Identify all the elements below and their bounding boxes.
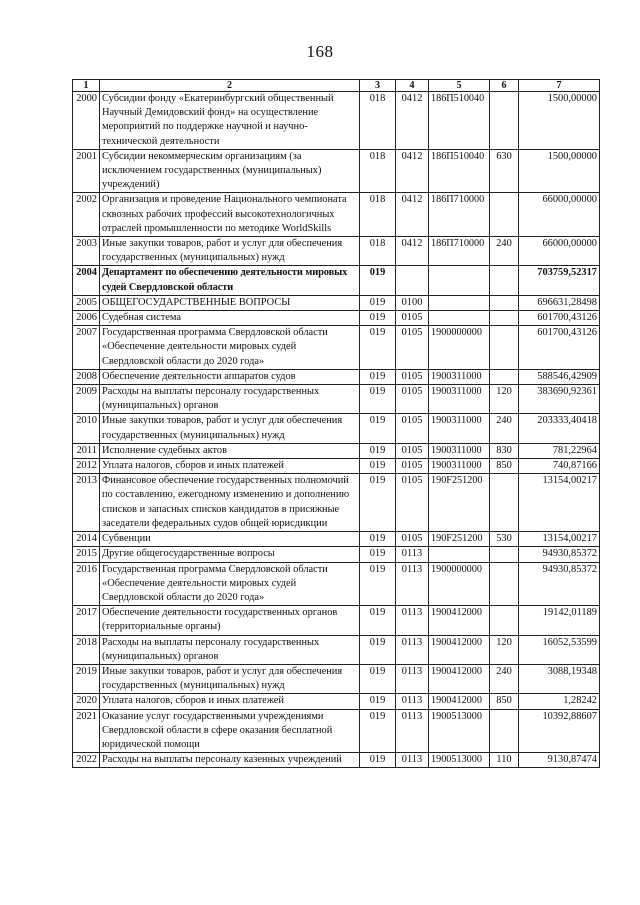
row-number: 2003	[73, 237, 100, 266]
amount: 740,87166	[519, 459, 600, 474]
row-number: 2022	[73, 753, 100, 768]
amount: 588546,42909	[519, 369, 600, 384]
grbs-code: 019	[360, 414, 396, 443]
expense-name: Обеспечение деятельности аппаратов судов	[100, 369, 360, 384]
table-row	[73, 664, 600, 693]
section-code: 0105	[396, 414, 429, 443]
expense-name: Расходы на выплаты персоналу государственных (муниципальных) органов	[100, 385, 360, 414]
grbs-code: 018	[360, 92, 396, 150]
expense-type-code: 850	[490, 694, 519, 709]
section-code: 0412	[396, 193, 429, 237]
target-code: 1900311000	[429, 385, 490, 414]
column-header: 5	[429, 80, 490, 92]
expense-type-code: 630	[490, 149, 519, 193]
row-number: 2021	[73, 709, 100, 753]
amount: 9130,87474	[519, 753, 600, 768]
row-number: 2000	[73, 92, 100, 150]
expense-name: Исполнение судебных актов	[100, 443, 360, 458]
amount: 703759,52317	[519, 266, 600, 295]
budget-table	[72, 79, 600, 768]
target-code: 1900412000	[429, 694, 490, 709]
expense-type-code: 110	[490, 753, 519, 768]
section-code: 0113	[396, 753, 429, 768]
expense-name: Субвенции	[100, 532, 360, 547]
amount: 601700,43126	[519, 326, 600, 370]
table-row	[73, 753, 600, 768]
amount: 13154,00217	[519, 532, 600, 547]
amount: 203333,40418	[519, 414, 600, 443]
table-row	[73, 532, 600, 547]
target-code: 186П710000	[429, 237, 490, 266]
expense-type-code: 240	[490, 664, 519, 693]
row-number: 2016	[73, 562, 100, 606]
column-header: 3	[360, 80, 396, 92]
table-row	[73, 237, 600, 266]
grbs-code: 019	[360, 443, 396, 458]
column-header: 1	[73, 80, 100, 92]
expense-type-code: 120	[490, 385, 519, 414]
amount: 16052,53599	[519, 635, 600, 664]
expense-name: Департамент по обеспечению деятельности мировых судей Свердловской области	[100, 266, 360, 295]
section-code: 0100	[396, 295, 429, 310]
expense-name: Судебная система	[100, 311, 360, 326]
expense-name: Обеспечение деятельности государственных органов (территориальные органы)	[100, 606, 360, 635]
section-code: 0105	[396, 326, 429, 370]
target-code	[429, 547, 490, 562]
expense-name: Уплата налогов, сборов и иных платежей	[100, 459, 360, 474]
grbs-code: 019	[360, 606, 396, 635]
expense-name: Иные закупки товаров, работ и услуг для обеспечения государственных (муниципальных) нужд	[100, 664, 360, 693]
table-row	[73, 295, 600, 310]
amount: 383690,92361	[519, 385, 600, 414]
amount: 601700,43126	[519, 311, 600, 326]
row-number: 2015	[73, 547, 100, 562]
row-number: 2002	[73, 193, 100, 237]
column-header: 2	[100, 80, 360, 92]
amount: 781,22964	[519, 443, 600, 458]
section-code: 0113	[396, 562, 429, 606]
row-number: 2005	[73, 295, 100, 310]
expense-type-code	[490, 311, 519, 326]
table-row	[73, 149, 600, 193]
section-code: 0412	[396, 92, 429, 150]
expense-name: Иные закупки товаров, работ и услуг для обеспечения государственных (муниципальных) нужд	[100, 414, 360, 443]
table-row	[73, 369, 600, 384]
expense-name: Другие общегосударственные вопросы	[100, 547, 360, 562]
grbs-code: 019	[360, 694, 396, 709]
table-header-row	[73, 80, 600, 92]
expense-type-code: 120	[490, 635, 519, 664]
row-number: 2011	[73, 443, 100, 458]
amount: 1500,00000	[519, 92, 600, 150]
expense-name: Субсидии фонду «Екатеринбургский общественный Научный Демидовский фонд» на осуществление мероприятий по поддержке научной и научно-технической деятельности	[100, 92, 360, 150]
table-row	[73, 443, 600, 458]
table-row	[73, 385, 600, 414]
grbs-code: 019	[360, 326, 396, 370]
expense-type-code	[490, 606, 519, 635]
amount: 94930,85372	[519, 562, 600, 606]
section-code: 0412	[396, 149, 429, 193]
expense-type-code	[490, 266, 519, 295]
expense-name: ОБЩЕГОСУДАРСТВЕННЫЕ ВОПРОСЫ	[100, 295, 360, 310]
expense-type-code	[490, 326, 519, 370]
table-row	[73, 694, 600, 709]
expense-type-code: 850	[490, 459, 519, 474]
amount: 1500,00000	[519, 149, 600, 193]
table-row	[73, 326, 600, 370]
expense-type-code	[490, 295, 519, 310]
table-row	[73, 193, 600, 237]
grbs-code: 019	[360, 385, 396, 414]
target-code: 1900000000	[429, 562, 490, 606]
expense-type-code	[490, 369, 519, 384]
expense-type-code: 240	[490, 237, 519, 266]
amount: 1,28242	[519, 694, 600, 709]
section-code	[396, 266, 429, 295]
target-code	[429, 295, 490, 310]
grbs-code: 019	[360, 635, 396, 664]
table-row	[73, 474, 600, 532]
grbs-code: 019	[360, 532, 396, 547]
grbs-code: 019	[360, 474, 396, 532]
expense-name: Государственная программа Свердловской области «Обеспечение деятельности мировых судей Свердловской области до 2020 года»	[100, 326, 360, 370]
row-number: 2010	[73, 414, 100, 443]
target-code: 190F251200	[429, 532, 490, 547]
table-row	[73, 459, 600, 474]
row-number: 2014	[73, 532, 100, 547]
section-code: 0113	[396, 547, 429, 562]
expense-name: Иные закупки товаров, работ и услуг для обеспечения государственных (муниципальных) нужд	[100, 237, 360, 266]
grbs-code: 019	[360, 311, 396, 326]
grbs-code: 019	[360, 709, 396, 753]
amount: 13154,00217	[519, 474, 600, 532]
row-number: 2013	[73, 474, 100, 532]
grbs-code: 019	[360, 369, 396, 384]
expense-type-code	[490, 709, 519, 753]
section-code: 0105	[396, 443, 429, 458]
column-header: 6	[490, 80, 519, 92]
table-row	[73, 635, 600, 664]
expense-type-code: 240	[490, 414, 519, 443]
grbs-code: 019	[360, 459, 396, 474]
section-code: 0113	[396, 694, 429, 709]
section-code: 0105	[396, 474, 429, 532]
column-header: 7	[519, 80, 600, 92]
grbs-code: 019	[360, 664, 396, 693]
target-code: 1900412000	[429, 606, 490, 635]
expense-name: Финансовое обеспечение государственных полномочий по составлению, ежегодному изменению и дополнению списков и запасных списков кандидатов в присяжные заседатели федеральных судов общей юрисдикции	[100, 474, 360, 532]
row-number: 2006	[73, 311, 100, 326]
target-code: 1900412000	[429, 664, 490, 693]
row-number: 2012	[73, 459, 100, 474]
amount: 19142,01189	[519, 606, 600, 635]
row-number: 2020	[73, 694, 100, 709]
section-code: 0113	[396, 709, 429, 753]
table-row	[73, 414, 600, 443]
grbs-code: 018	[360, 193, 396, 237]
column-header: 4	[396, 80, 429, 92]
section-code: 0113	[396, 635, 429, 664]
section-code: 0412	[396, 237, 429, 266]
table-row	[73, 92, 600, 150]
expense-type-code	[490, 193, 519, 237]
row-number: 2007	[73, 326, 100, 370]
table-row	[73, 709, 600, 753]
expense-type-code	[490, 562, 519, 606]
row-number: 2019	[73, 664, 100, 693]
target-code: 1900311000	[429, 459, 490, 474]
expense-name: Субсидии некоммерческим организациям (за исключением государственных (муниципальных) учреждений)	[100, 149, 360, 193]
target-code: 1900311000	[429, 369, 490, 384]
target-code: 1900000000	[429, 326, 490, 370]
section-code: 0105	[396, 369, 429, 384]
grbs-code: 019	[360, 562, 396, 606]
row-number: 2008	[73, 369, 100, 384]
target-code	[429, 266, 490, 295]
expense-type-code: 530	[490, 532, 519, 547]
expense-name: Оказание услуг государственными учреждениями Свердловской области в сфере оказания бесплатной юридической помощи	[100, 709, 360, 753]
target-code: 186П710000	[429, 193, 490, 237]
table-row	[73, 562, 600, 606]
expense-name: Государственная программа Свердловской области «Обеспечение деятельности мировых судей Свердловской области до 2020 года»	[100, 562, 360, 606]
amount: 66000,00000	[519, 237, 600, 266]
row-number: 2004	[73, 266, 100, 295]
target-code: 1900412000	[429, 635, 490, 664]
section-code: 0105	[396, 385, 429, 414]
target-code: 190F251200	[429, 474, 490, 532]
target-code: 1900513000	[429, 709, 490, 753]
expense-type-code: 830	[490, 443, 519, 458]
amount: 10392,88607	[519, 709, 600, 753]
table-row	[73, 547, 600, 562]
table-body	[73, 92, 600, 768]
grbs-code: 019	[360, 547, 396, 562]
grbs-code: 018	[360, 237, 396, 266]
grbs-code: 019	[360, 266, 396, 295]
row-number: 2001	[73, 149, 100, 193]
expense-type-code	[490, 547, 519, 562]
amount: 696631,28498	[519, 295, 600, 310]
amount: 66000,00000	[519, 193, 600, 237]
section-code: 0113	[396, 664, 429, 693]
target-code: 1900311000	[429, 443, 490, 458]
grbs-code: 018	[360, 149, 396, 193]
grbs-code: 019	[360, 295, 396, 310]
amount: 3088,19348	[519, 664, 600, 693]
row-number: 2017	[73, 606, 100, 635]
table-row	[73, 606, 600, 635]
expense-name: Уплата налогов, сборов и иных платежей	[100, 694, 360, 709]
target-code: 1900311000	[429, 414, 490, 443]
expense-name: Организация и проведение Национального чемпионата сквозных рабочих профессий высокотехнологичных отраслей промышленности по методике WorldSkills	[100, 193, 360, 237]
target-code	[429, 311, 490, 326]
target-code: 186П510040	[429, 149, 490, 193]
grbs-code: 019	[360, 753, 396, 768]
expense-type-code	[490, 474, 519, 532]
row-number: 2009	[73, 385, 100, 414]
amount: 94930,85372	[519, 547, 600, 562]
target-code: 1900513000	[429, 753, 490, 768]
section-code: 0105	[396, 459, 429, 474]
row-number: 2018	[73, 635, 100, 664]
section-code: 0113	[396, 606, 429, 635]
table-row	[73, 266, 600, 295]
table-row	[73, 311, 600, 326]
section-code: 0105	[396, 532, 429, 547]
section-code: 0105	[396, 311, 429, 326]
expense-name: Расходы на выплаты персоналу казенных учреждений	[100, 753, 360, 768]
expense-name: Расходы на выплаты персоналу государственных (муниципальных) органов	[100, 635, 360, 664]
target-code: 186П510040	[429, 92, 490, 150]
page-number: 168	[306, 42, 334, 61]
expense-type-code	[490, 92, 519, 150]
